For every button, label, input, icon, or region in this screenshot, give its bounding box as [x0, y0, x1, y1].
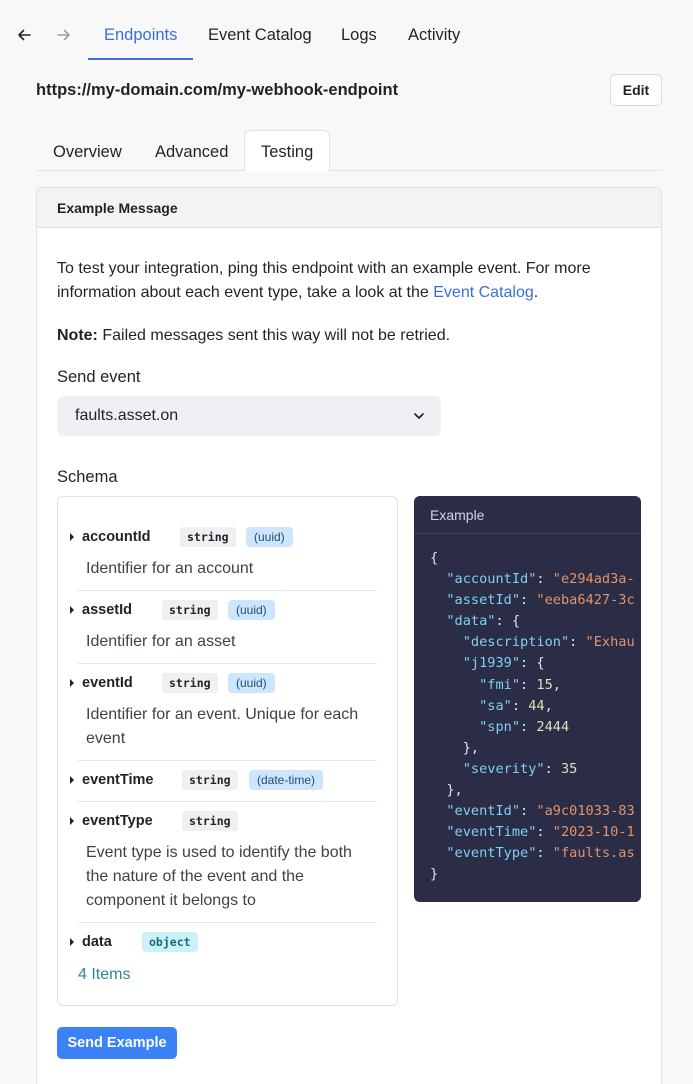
panel-title: Example Message	[57, 200, 178, 216]
panel-header	[37, 188, 661, 228]
nav-tab-endpoints[interactable]: Endpoints	[104, 26, 178, 44]
code-line: "data": {	[446, 613, 521, 630]
caret-right-icon[interactable]	[68, 937, 76, 947]
send-event-label: Send event	[57, 368, 141, 386]
type-chip-accountid: string	[180, 527, 236, 547]
type-chip-eventid: string	[162, 673, 218, 693]
code-line: "eventTime": "2023-10-1	[446, 824, 635, 841]
chevron-down-icon	[411, 408, 427, 424]
subtabs-divider	[36, 170, 662, 171]
code-line: "accountId": "e294ad3a-	[446, 571, 635, 588]
send-event-select[interactable]	[57, 396, 441, 436]
field-name-eventid[interactable]: eventId	[82, 675, 133, 691]
nav-tab-logs[interactable]: Logs	[341, 26, 377, 44]
field-divider	[78, 922, 377, 923]
items-link[interactable]: 4 Items	[78, 966, 131, 983]
code-line: "sa": 44,	[479, 697, 553, 714]
tab-overview[interactable]: Overview	[53, 143, 122, 161]
example-title: Example	[430, 507, 485, 523]
code-line: }	[430, 866, 439, 883]
code-line: {	[430, 550, 439, 566]
top-nav	[0, 0, 693, 62]
type-chip-eventtype: string	[182, 811, 238, 831]
tab-advanced[interactable]: Advanced	[155, 143, 229, 161]
format-chip-eventtime: (date-time)	[249, 770, 323, 790]
code-line: },	[430, 739, 480, 756]
back-arrow-icon[interactable]	[13, 24, 35, 46]
caret-right-icon[interactable]	[68, 678, 76, 688]
caret-right-icon[interactable]	[68, 816, 76, 826]
note-body: Failed messages sent this way will not be retried.	[97, 327, 451, 344]
edit-button[interactable]: Edit	[610, 74, 662, 106]
caret-right-icon[interactable]	[68, 605, 76, 615]
example-header	[414, 496, 641, 534]
format-chip-eventid: (uuid)	[228, 673, 275, 693]
type-chip-data: object	[142, 932, 198, 952]
field-divider	[78, 663, 377, 664]
intro-body: To test your integration, ping this endpoint with an example event. For more information about each event type, take a look at the	[57, 260, 591, 301]
note-text	[57, 325, 450, 347]
nav-tab-activity[interactable]: Activity	[408, 26, 461, 44]
schema-label: Schema	[57, 468, 118, 486]
code-line: "eventType": "faults.as	[446, 845, 635, 862]
type-chip-eventtime: string	[182, 770, 238, 790]
field-desc-accountid: Identifier for an account	[86, 560, 254, 577]
intro-text	[57, 257, 627, 305]
code-line: "j1939": {	[462, 655, 545, 672]
send-event-value: faults.asset.on	[75, 407, 179, 424]
code-line: "severity": 35	[462, 760, 578, 777]
tab-testing[interactable]: Testing	[261, 143, 314, 161]
format-chip-assetid: (uuid)	[228, 600, 275, 620]
caret-right-icon[interactable]	[68, 532, 76, 542]
field-name-assetid[interactable]: assetId	[82, 602, 132, 618]
note-label: Note:	[57, 327, 98, 344]
intro-end: .	[533, 284, 539, 301]
field-desc-eventtype: Event type is used to identify the both the nature of the event and the component it belongs to	[86, 844, 352, 909]
code-line: "assetId": "eeba6427-3c	[446, 592, 635, 609]
code-line: "description": "Exhau	[462, 634, 635, 651]
field-divider	[78, 801, 377, 802]
field-divider	[78, 590, 377, 591]
schema-box	[57, 496, 398, 1006]
field-desc-assetid: Identifier for an asset	[86, 633, 236, 650]
nav-tab-event-catalog[interactable]: Event Catalog	[208, 26, 312, 44]
endpoint-url-title: https://my-domain.com/my-webhook-endpoint	[36, 81, 399, 99]
code-line: "fmi": 15,	[479, 676, 561, 693]
field-divider	[78, 760, 377, 761]
field-name-accountid[interactable]: accountId	[82, 529, 151, 545]
field-name-data[interactable]: data	[82, 934, 112, 950]
field-name-eventtime[interactable]: eventTime	[82, 772, 154, 788]
code-line: "spn": 2444	[479, 718, 570, 735]
example-code-box	[414, 496, 641, 902]
format-chip-accountid: (uuid)	[246, 527, 293, 547]
example-code	[430, 548, 635, 886]
code-line: },	[430, 782, 463, 799]
field-desc-eventid: Identifier for an event. Unique for each event	[86, 706, 359, 747]
event-catalog-link[interactable]: Event Catalog	[433, 284, 534, 301]
send-example-button[interactable]: Send Example	[57, 1027, 177, 1059]
code-line: "eventId": "a9c01033-83	[446, 803, 635, 820]
caret-right-icon[interactable]	[68, 775, 76, 785]
example-message-panel	[36, 187, 662, 1084]
forward-arrow-icon[interactable]	[53, 24, 75, 46]
type-chip-assetid: string	[162, 600, 218, 620]
active-tab-underline	[88, 58, 193, 60]
field-name-eventtype[interactable]: eventType	[82, 813, 153, 829]
